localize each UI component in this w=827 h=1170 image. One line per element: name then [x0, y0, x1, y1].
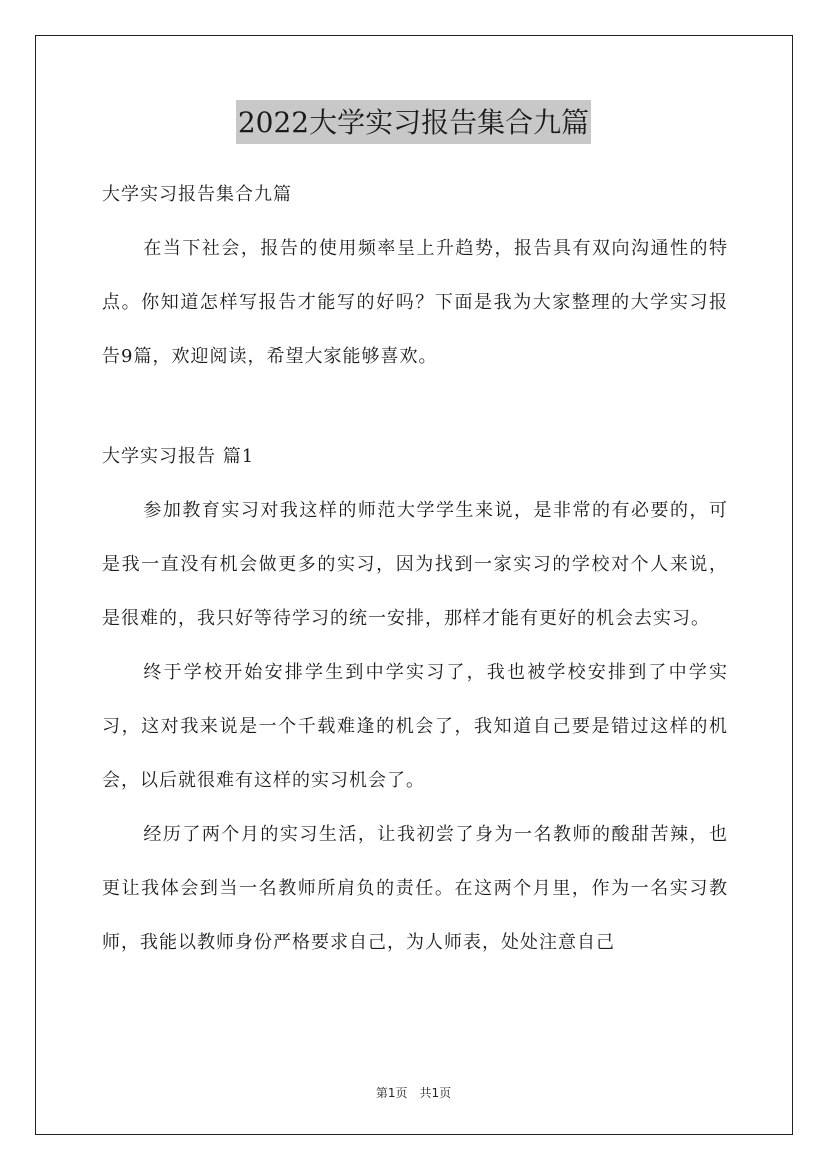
- body-paragraph-1: 参加教育实习对我这样的师范大学学生来说，是非常的有必要的，可是我一直没有机会做更多的实习，因为找到一家实习的学校对个人来说，是很难的，我只好等待学习的统一安排，那样才能有更好的机会去实习。: [102, 500, 728, 629]
- page-footer: [0, 1084, 827, 1101]
- intro-paragraph: 在当下社会，报告的使用频率呈上升趋势，报告具有双向沟通性的特点。你知道怎样写报告才能写的好吗？下面是我为大家整理的大学实习报告9篇，欢迎阅读，希望大家能够喜欢。: [102, 238, 728, 367]
- body-paragraph-2: 终于学校开始安排学生到中学实习了，我也被学校安排到了中学实习，这对我来说是一个千载难逢的机会了，我知道自己要是错过这样的机会，以后就很难有这样的实习机会了。: [102, 662, 728, 791]
- document-title-text: 2022大学实习报告集合九篇: [236, 100, 591, 144]
- body-paragraph-3: 经历了两个月的实习生活，让我初尝了身为一名教师的酸甜苦辣，也更让我体会到当一名教师所肩负的责任。在这两个月里，作为一名实习教师，我能以教师身份严格要求自己，为人师表，处处注意自己: [102, 824, 728, 953]
- section-heading: 大学实习报告 篇1: [102, 446, 255, 467]
- document-subtitle: 大学实习报告集合九篇: [102, 184, 292, 205]
- document-title: [0, 100, 827, 144]
- document-body: [102, 168, 728, 970]
- page-number: 第1页 共1页: [375, 1086, 452, 1100]
